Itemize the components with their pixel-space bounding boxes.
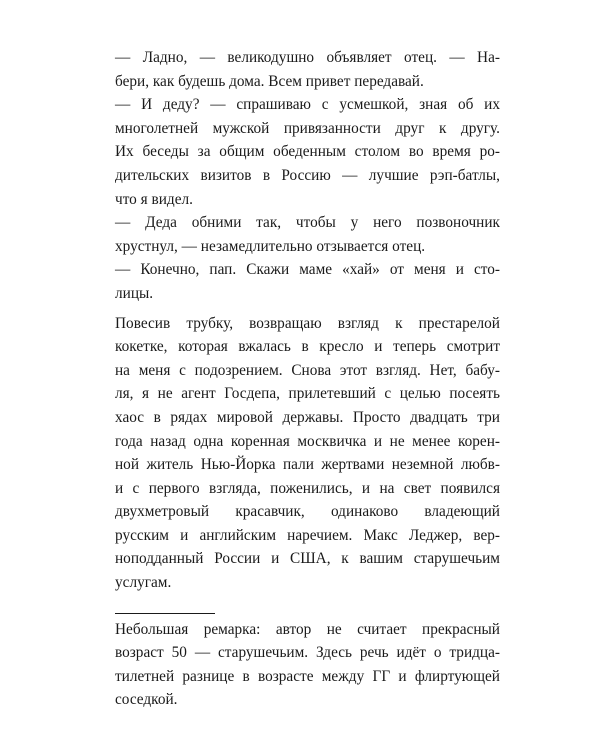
text-line: Их беседы за общим обеденным столом во время ро- xyxy=(115,143,500,161)
text-line: лицы. xyxy=(115,284,154,302)
text-line: ля, я не агент Госдепа, прилетевший с целью посеять xyxy=(115,385,500,403)
footnote-line: возраст 50 — старушечьим. Здесь речь идёт о тридца- xyxy=(115,644,500,662)
text-line: на меня с подозрением. Снова этот взгляд. Нет, бабу- xyxy=(115,361,500,379)
text-line: ной житель Нью-Йорка пали жертвами неземной любв- xyxy=(115,456,500,474)
book-page xyxy=(115,46,500,712)
text-line: бери, как будешь дома. Всем привет передавай. xyxy=(115,72,424,90)
footnote-line: тилетней разнице в возрасте между ГГ и флиртующей xyxy=(115,667,500,685)
footnote-line: соседкой. xyxy=(115,691,178,709)
footnote xyxy=(115,618,500,712)
footnote-line: Небольшая ремарка: автор не считает прекрасный xyxy=(115,620,500,638)
paragraph-dialogue-2 xyxy=(115,93,500,211)
text-line: услугам. xyxy=(115,574,172,592)
text-line: русским и английским наречием. Макс Леджер, вер- xyxy=(115,526,500,544)
paragraph-dialogue-3 xyxy=(115,211,500,258)
text-line: года назад одна коренная москвичка и не менее корен- xyxy=(115,432,500,450)
text-line: — Конечно, пап. Скажи маме «хай» от меня и сто- xyxy=(115,261,500,279)
text-line: и с первого взгляда, поженились, и на свет появился xyxy=(115,479,500,497)
text-line: — Ладно, — великодушно объявляет отец. — На- xyxy=(115,49,500,66)
text-line: кокетке, которая вжалась в кресло и теперь смотрит xyxy=(115,338,500,356)
text-line: — Деда обними так, чтобы у него позвоночник xyxy=(115,214,500,232)
text-line: хрустнул, — незамедлительно отзывается отец. xyxy=(115,237,426,255)
text-line: — И деду? — спрашиваю с усмешкой, зная об их xyxy=(115,96,500,114)
text-line: дительских визитов в Россию — лучшие рэп-батлы, xyxy=(115,166,500,184)
footnote-separator xyxy=(115,613,215,614)
main-text xyxy=(115,46,500,595)
text-line: ноподданный России и США, к вашим старушечьим xyxy=(115,550,500,568)
paragraph-dialogue-4 xyxy=(115,258,500,305)
text-line: что я видел. xyxy=(115,190,193,208)
paragraph-narration xyxy=(115,312,500,595)
text-line: двухметровый красавчик, одинаково владеющий xyxy=(115,503,500,521)
text-line: многолетней мужской привязанности друг к другу. xyxy=(115,119,500,137)
text-line: Повесив трубку, возвращаю взгляд к престарелой xyxy=(115,314,500,332)
paragraph-dialogue-1 xyxy=(115,46,500,93)
text-line: хаос в рядах мировой державы. Просто двадцать три xyxy=(115,408,500,426)
